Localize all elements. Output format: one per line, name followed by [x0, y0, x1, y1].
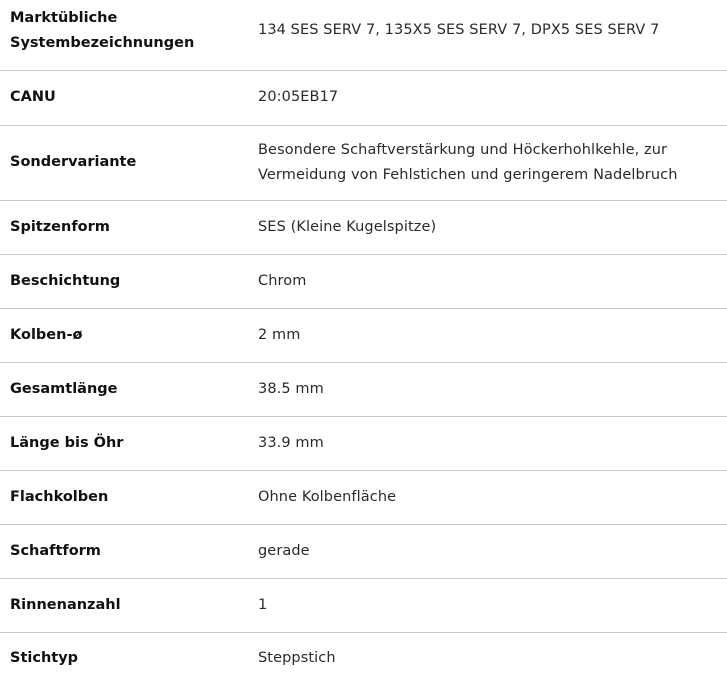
row-label: Länge bis Öhr — [10, 434, 124, 451]
row-label: Kolben-ø — [10, 326, 83, 343]
row-label: Stichtyp — [10, 650, 79, 667]
row-label: Schaftform — [10, 542, 101, 559]
table-row — [0, 470, 727, 524]
row-label: Gesamtlänge — [10, 380, 118, 397]
table-row — [0, 0, 727, 70]
table-row — [0, 254, 727, 308]
row-label: Flachkolben — [10, 488, 109, 505]
row-label: Marktübliche Systembezeichnungen — [10, 10, 195, 51]
row-value: SES (Kleine Kugelspitze) — [258, 218, 437, 235]
table-row — [0, 362, 727, 416]
row-value: 20:05EB17 — [258, 89, 339, 105]
row-value: gerade — [258, 542, 310, 559]
table-row — [0, 416, 727, 470]
table-row — [0, 524, 727, 578]
row-value: Ohne Kolbenfläche — [258, 488, 397, 505]
row-value: 38.5 mm — [258, 380, 324, 397]
row-value: 33.9 mm — [258, 434, 324, 451]
table-row — [0, 200, 727, 254]
table-row — [0, 125, 727, 200]
row-value: 134 SES SERV 7, 135X5 SES SERV 7, DPX5 SES SERV 7 — [258, 22, 660, 38]
row-value: Steppstich — [258, 650, 336, 667]
row-value: Chrom — [258, 272, 307, 289]
row-value: 2 mm — [258, 326, 301, 343]
row-value: 1 — [258, 596, 268, 613]
table-row — [0, 632, 727, 685]
row-label: Sondervariante — [10, 154, 137, 170]
row-label: CANU — [10, 89, 56, 105]
table-row — [0, 578, 727, 632]
row-label: Spitzenform — [10, 218, 110, 235]
table-row — [0, 308, 727, 362]
table-row — [0, 70, 727, 125]
row-label: Rinnenanzahl — [10, 596, 121, 613]
row-value: Besondere Schaftverstärkung und Höckerhohlkehle, zur Vermeidung von Fehlstichen und geringerem Nadelbruch — [258, 141, 678, 183]
row-label: Beschichtung — [10, 272, 121, 289]
